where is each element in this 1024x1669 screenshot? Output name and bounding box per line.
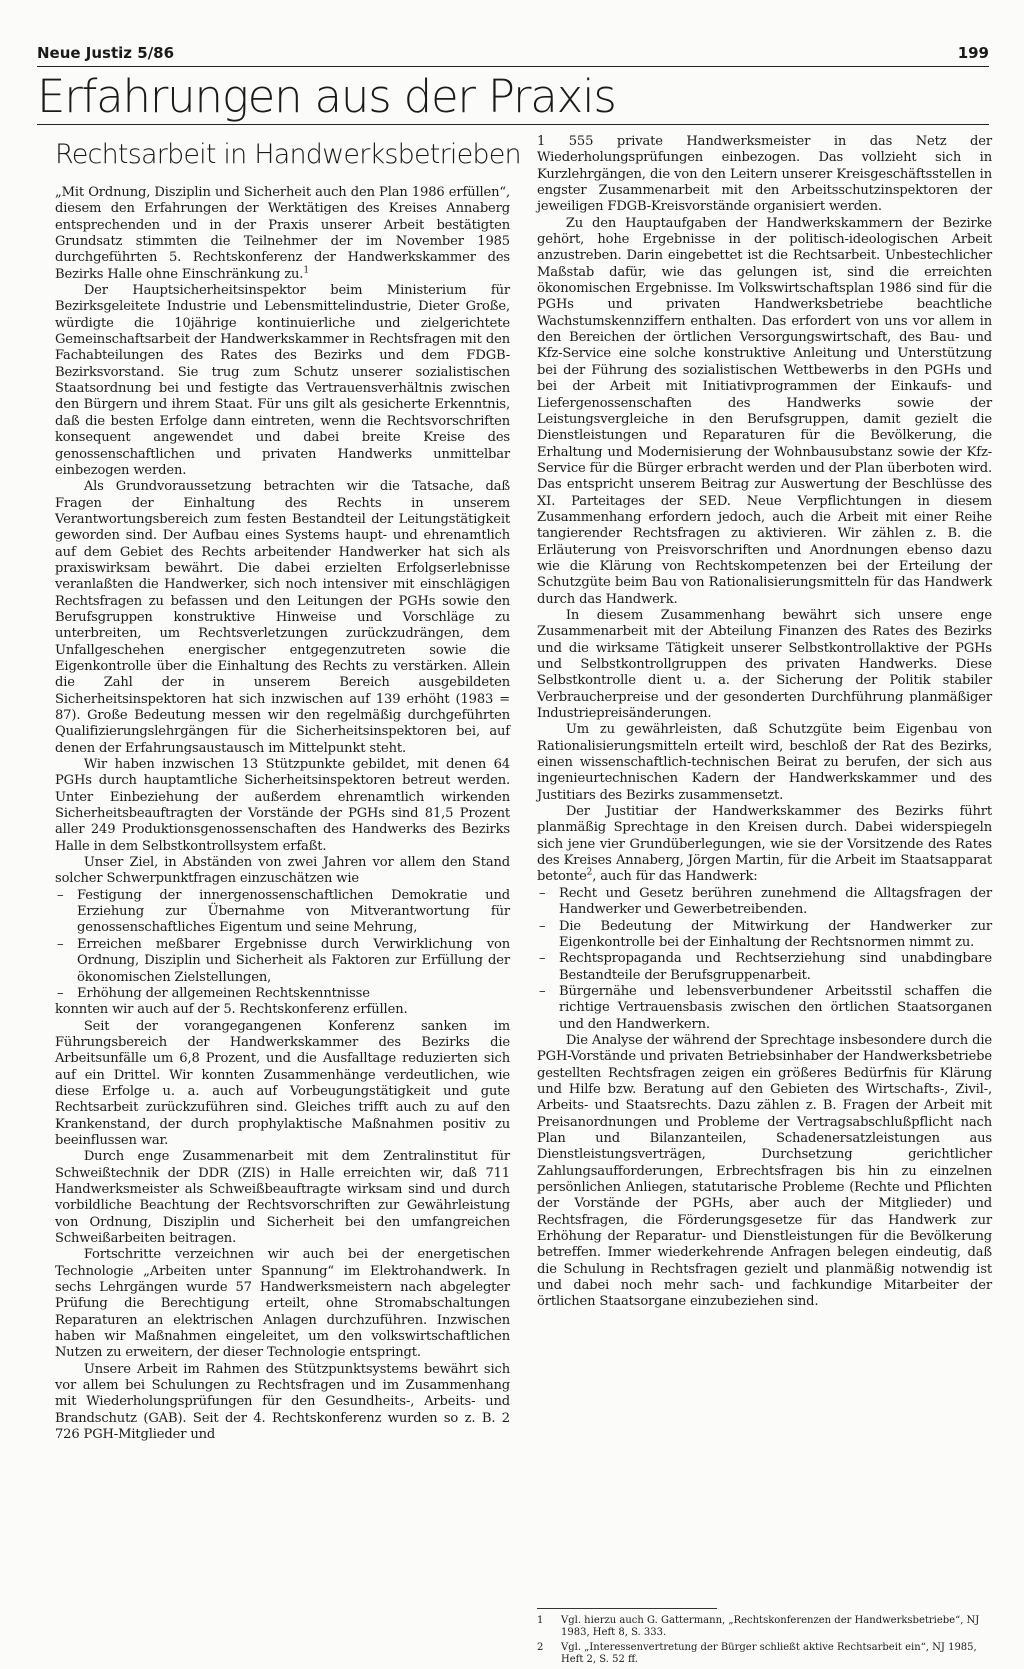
page-number: 199 [957, 44, 989, 62]
paragraph: Seit der vorangegangenen Konferenz sanken im Führungsbereich der Handwerkskammer des Bezirks die Arbeitsunfälle um 6,8 Prozent, und die Ausfalltage reduzierten sich auf ein Drittel. Wir konnten Zusammenhänge verdeutlichen, wie diese Erfolge u. a. auch auf Vorbeugungstätigkeit und gute Rechtsarbeit zurückzuführen sind. Gleiches trifft auch zu auf den Krankenstand, der durch prophylaktische Maßnahmen positiv zu beeinflussen war. [55, 1018, 510, 1148]
paragraph: „Mit Ordnung, Disziplin und Sicherheit auch den Plan 1986 erfüllen“, diesem den Erfahrungen der Werktätigen des Kreises Annaberg entsprechenden und in der Praxis unserer Arbeit bestätigten Grundsatz stimmten die Teilnehmer der im November 1985 durchgeführten 5. Rechtskonferenz der Handwerkskammer des Bezirks Halle ohne Einschränkung zu.$^1$ [55, 185, 510, 282]
footnote-number: 2 [537, 1642, 544, 1653]
paragraph: Der Hauptsicherheitsinspektor beim Ministerium für Bezirksgeleitete Industrie und Lebensmittelindustrie, Dieter Große, würdigte die 10jährige kontinuierliche und zielgerichtete Gemeinschaftsarbeit der Handwerkskammer in Rechtsfragen mit den Fachabteilungen des Rates des Bezirks und dem FDGB-Bezirksvorstand. Sie trug zum Schutz unserer sozialistischen Staatsordnung bei und festigte das Vertrauensverhältnis zwischen den Bürgern und ihrem Staat. Für uns gilt als gesicherte Erkenntnis, daß die besten Erfolge dann eintreten, wenn die Rechtsvorschriften konsequent angewendet und dabei breite Kreise des genossenschaftlichen und privaten Handwerks unmittelbar einbezogen werden. [55, 283, 510, 478]
list-item: – Festigung der innergenossenschaftlichen Demokratie und Erziehung zur Übernahme von Mitverantwortung für genossenschaftliches Eigentum und seine Mehrung, [55, 888, 510, 937]
paragraph: 1 555 private Handwerksmeister in das Netz der Wiederholungsprüfungen einbezogen. Das vollzieht sich in Kurzlehrgängen, die von den Leitern unserer Kreisgeschäftsstellen in engster Zusammenarbeit mit den Arbeitsschutzinspektoren der jeweiligen FDGB-Kreisvorstände organisiert werden. [537, 134, 992, 215]
paragraph: Als Grundvoraussetzung betrachten wir die Tatsache, daß Fragen der Einhaltung des Rechts in unserem Verantwortungsbereich zum festen Bestandteil der Leitungstätigkeit geworden sind. Der Aufbau eines Systems haupt- und ehrenamtlich auf dem Gebiet des Rechts arbeitender Handwerker hat sich als praxiswirksam bewährt. Die dabei erzielten Erfolgserlebnisse veranlaßten die Handwerker, sich noch intensiver mit einschlägigen Rechtsfragen zu befassen und den Leitungen der PGHs sowie den Berufsgruppen konstruktive Hinweise und Vorschläge zu unterbreiten, um Rechtsverletzungen zurückzudrängen, dem Unfallgeschehen energischer entgegenzutreten sowie die Eigenkontrolle über die Einhaltung des Rechts zu verstärken. Allein die Zahl der in unserem Bereich ausgebildeten Sicherheitsinspektoren hat sich inzwischen auf 139 erhöht (1983 = 87). Große Bedeutung messen wir den regelmäßig durchgeführten Qualifizierungslehrgängen für die Sicherheitsinspektoren bei, auf denen der Erfahrungsaustausch im Mittelpunkt steht. [55, 479, 510, 756]
footnote-number: 1 [537, 1615, 544, 1626]
bullet-list [55, 888, 510, 1002]
article-title: Rechtsarbeit in Handwerksbetrieben [55, 139, 521, 170]
paragraph: Wir haben inzwischen 13 Stützpunkte gebildet, mit denen 64 PGHs durch hauptamtliche Sicherheitsinspektoren betreut werden. Unter Einbeziehung der außerdem ehrenamtlich wirkenden Sicherheitsbeauftragten der Vorstände der PGHs sind 81,5 Prozent aller 249 Produktionsgenossenschaften des Handwerks des Bezirks Halle in dem Selbstkontrollsystem erfaßt. [55, 757, 510, 854]
paragraph: Unser Ziel, in Abständen von zwei Jahren vor allem den Stand solcher Schwerpunktfragen einzuschätzen wie [55, 855, 510, 887]
paragraph: Um zu gewährleisten, daß Schutzgüte beim Eigenbau von Rationalisierungsmitteln erteilt wird, beschloß der Rat des Bezirks, einen wissenschaftlich-technischen Beirat zu berufen, der sich aus ingenieurtechnischen Kadern der Handwerkskammer und des Justitiars des Bezirks zusammensetzt. [537, 722, 992, 803]
list-item: – Recht und Gesetz berühren zunehmend die Alltagsfragen der Handwerker und Gewerbetreibenden. [537, 886, 992, 919]
header-rule [37, 66, 989, 67]
paragraph: Die Analyse der während der Sprechtage insbesondere durch die PGH-Vorstände und privaten Betriebsinhaber der Handwerksbetriebe gestellten Rechtsfragen zeigen ein größeres Bedürfnis für Klärung und Hilfe bzw. Beratung auf den Gebieten des Wirtschafts-, Zivil-, Arbeits- und Staatsrechts. Dazu zählen z. B. Fragen der Arbeit mit Preisanordnungen und Probleme der Vertragsabschlußpflicht nach Plan und Bilanzanteilen, Schadenersatzleistungen aus Dienstleistungsverträgen, Durchsetzung gerichtlicher Zahlungsaufforderungen, Erbrechtsfragen bis hin zu einzelnen persönlichen Anliegen, statutarische Probleme (Rechte und Pflichten der Vorstände der PGHs, aber auch der Mitglieder) und Rechtsfragen, die Förderungsgesetze für das Handwerk zur Erhöhung der Reparatur- und Dienstleistungen für die Bevölkerung betreffen. Immer wiederkehrende Anfragen belegen eindeutig, daß die Schulung in Rechtsfragen gezielt und planmäßig notwendig ist und dabei noch mehr sach- und fachkundige Mitarbeiter der örtlichen Staatsorgane einzubeziehen sind. [537, 1032, 992, 1310]
list-item: – Rechtspropaganda und Rechtserziehung sind unabdingbare Bestandteile der Berufsgruppenarbeit. [537, 951, 992, 984]
footnote-text: Vgl. „Interessenvertretung der Bürger schließt aktive Rechtsarbeit ein“, NJ 1985, Heft 2, S. 52 ff. [561, 1642, 977, 1665]
footnote [537, 1642, 997, 1666]
footnote-ref: 1 [303, 265, 309, 276]
paragraph: Zu den Hauptaufgaben der Handwerkskammern der Bezirke gehört, hohe Ergebnisse in der politisch-ideologischen Arbeit anzustreben. Darin eingebettet ist die Rechtsarbeit. Unbestechlicher Maßstab dafür, wie das gelungen ist, sind die erreichten ökonomischen Ergebnisse. Im Volkswirtschaftsplan 1986 sind für die PGHs und privaten Handwerksbetriebe beachtliche Wachstumskennziffern enthalten. Das erfordert von uns vor allem in den Bereichen der örtlichen Versorgungswirtschaft, des Bau- und Kfz-Service eine solche konstruktive Anleitung und Unterstützung bei der Führung des sozialistischen Wettbewerbs in den PGHs und bei der Arbeit mit Initiativprogrammen der Einkaufs- und Liefergenossenschaften des Handwerks sowie der Leistungsvergleiche in den Berufsgruppen, damit gezielt die Dienstleistungen und Reparaturen für die Bevölkerung, die Erhaltung und Modernisierung der Wohnbausubstanz sowie der Kfz-Service für die Bürger erbracht werden und der Plan überboten wird. Das entspricht unserem Beitrag zur Auswertung der Beschlüsse des XI. Parteitages der SED. Neue Verpflichtungen in diesem Zusammenhang erfordern jedoch, auch die Arbeit mit einer Reihe tangierender Rechtsfragen zu aktivieren. Wir zählen z. B. die Erläuterung von Preisvorschriften und Anordnungen ebenso dazu wie die Klärung von Rechtskompetenzen bei der Erteilung der Schutzgüte beim Bau von Rationalisierungsmitteln für das Handwerk durch das Handwerk. [537, 215, 992, 607]
journal-issue: Neue Justiz 5/86 [37, 44, 175, 62]
paragraph: Durch enge Zusammenarbeit mit dem Zentralinstitut für Schweißtechnik der DDR (ZIS) in Halle erreichten wir, daß 711 Handwerksmeister als Schweißbeauftragte wirksam sind und durch vorbildliche Beachtung der Rechtsvorschriften zur Gewährleistung von Ordnung, Disziplin und Sicherheit bei den umfangreichen Schweißarbeiten beitragen. [55, 1149, 510, 1246]
section-rule [37, 124, 989, 125]
list-item: – Erreichen meßbarer Ergebnisse durch Verwirklichung von Ordnung, Disziplin und Sicherheit als Faktoren zur Erfüllung der ökonomischen Zielstellungen, [55, 937, 510, 986]
paragraph: Der Justitiar der Handwerkskammer des Bezirks führt planmäßig Sprechtage in den Kreisen durch. Dabei widerspiegeln sich jene vier Grundüberlegungen, wie sie der Vorsitzende des Rates des Kreises Annaberg, Jörgen Martin, für die Arbeit im Staatsapparat betonte$^2$, auch für das Handwerk: [537, 804, 992, 885]
list-item: – Die Bedeutung der Mitwirkung der Handwerker zur Eigenkontrolle bei der Einhaltung der Rechtsnormen nimmt zu. [537, 919, 992, 952]
footnote-rule [537, 1608, 717, 1609]
section-title: Erfahrungen aus der Praxis [37, 70, 616, 123]
paragraph: Unsere Arbeit im Rahmen des Stützpunktsystems bewährt sich vor allem bei Schulungen zu Rechtsfragen und im Zusammenhang mit Wiederholungsprüfungen für den Gesundheits-, Arbeits- und Brandschutz (GAB). Seit der 4. Rechtskonferenz wurden so z. B. 2 726 PGH-Mitglieder und [55, 1361, 510, 1443]
footnote-text: Vgl. hierzu auch G. Gattermann, „Rechtskonferenzen der Handwerksbetriebe“, NJ 1983, Heft 8, S. 333. [561, 1615, 980, 1638]
paragraph: konnten wir auch auf der 5. Rechtskonferenz erfüllen. [55, 1002, 408, 1018]
footnote-ref: 2 [586, 868, 593, 879]
column-right [537, 134, 992, 1311]
footnote [537, 1615, 997, 1639]
running-header [37, 44, 989, 66]
column-left [55, 185, 510, 1443]
bullet-list [537, 886, 992, 1033]
footnotes [537, 1615, 997, 1669]
list-item: – Erhöhung der allgemeinen Rechtskenntnisse [55, 986, 510, 1002]
paragraph: Fortschritte verzeichnen wir auch bei der energetischen Technologie „Arbeiten unter Spannung“ im Elektrohandwerk. In sechs Lehrgängen wurde 57 Handwerksmeistern nach abgelegter Prüfung die Berechtigung erteilt, ohne Stromabschaltungen Reparaturen an elektrischen Anlagen durchzuführen. Inzwischen haben wir Maßnahmen eingeleitet, um den volkswirtschaftlichen Nutzen zu erweitern, der dieser Technologie entspringt. [55, 1247, 510, 1361]
list-item: – Bürgernähe und lebensverbundener Arbeitsstil schaffen die richtige Vertrauensbasis zwischen den örtlichen Staatsorganen und den Handwerkern. [537, 984, 992, 1033]
paragraph: In diesem Zusammenhang bewährt sich unsere enge Zusammenarbeit mit der Abteilung Finanzen des Rates des Bezirks und die wirksame Tätigkeit unserer Selbstkontrollaktive der PGHs und Selbstkontrollgruppen des privaten Handwerks. Diese Selbstkontrolle dient u. a. der Sicherung der Politik stabiler Verbraucherpreise und der gesonderten Durchführung planmäßiger Industriepreisänderungen. [537, 607, 992, 722]
